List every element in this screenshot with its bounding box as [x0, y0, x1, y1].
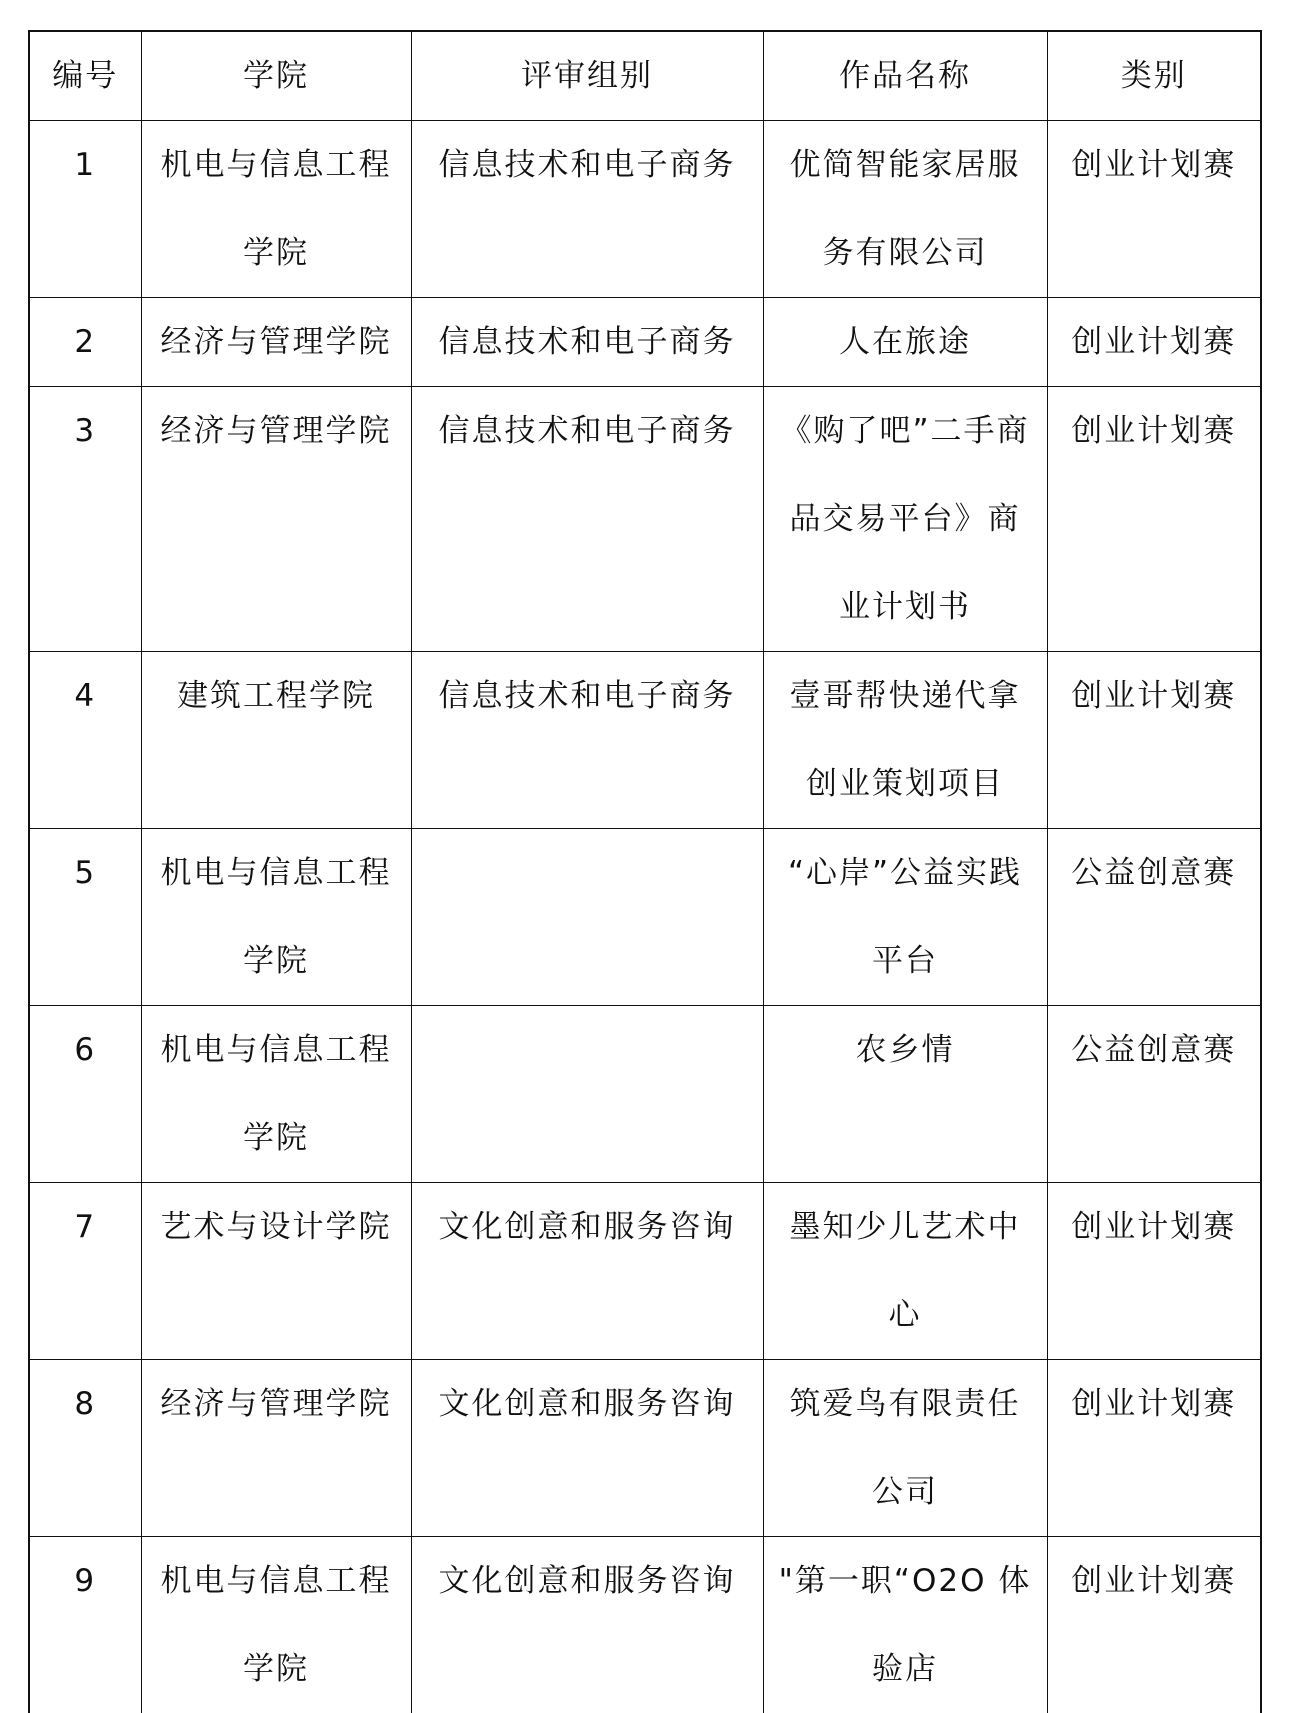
cell-category: 创业计划赛 — [1047, 652, 1261, 829]
table-row — [29, 829, 1261, 1006]
cell-category: 创业计划赛 — [1047, 387, 1261, 652]
table-row — [29, 387, 1261, 652]
table-row — [29, 1360, 1261, 1537]
cell-category: 创业计划赛 — [1047, 1183, 1261, 1360]
cell-category: 创业计划赛 — [1047, 1537, 1261, 1713]
cell-college: 机电与信息工程学院 — [141, 829, 411, 1006]
cell-num: 8 — [29, 1360, 141, 1537]
cell-num: 3 — [29, 387, 141, 652]
table-row — [29, 298, 1261, 387]
header-row — [29, 31, 1261, 121]
cell-college: 经济与管理学院 — [141, 1360, 411, 1537]
cell-work: 墨知少儿艺术中心 — [763, 1183, 1047, 1360]
cell-num: 4 — [29, 652, 141, 829]
cell-college: 经济与管理学院 — [141, 387, 411, 652]
cell-group: 信息技术和电子商务 — [411, 298, 763, 387]
cell-category: 创业计划赛 — [1047, 121, 1261, 298]
table-row — [29, 1006, 1261, 1183]
table-row — [29, 1183, 1261, 1360]
cell-college: 机电与信息工程学院 — [141, 121, 411, 298]
cell-work: 人在旅途 — [763, 298, 1047, 387]
cell-category: 公益创意赛 — [1047, 829, 1261, 1006]
header-group: 评审组别 — [411, 31, 763, 121]
cell-group: 文化创意和服务咨询 — [411, 1537, 763, 1713]
cell-group: 信息技术和电子商务 — [411, 121, 763, 298]
header-college: 学院 — [141, 31, 411, 121]
cell-category: 公益创意赛 — [1047, 1006, 1261, 1183]
table-row — [29, 1537, 1261, 1713]
cell-college: 艺术与设计学院 — [141, 1183, 411, 1360]
cell-num: 6 — [29, 1006, 141, 1183]
cell-num: 1 — [29, 121, 141, 298]
header-category: 类别 — [1047, 31, 1261, 121]
entries-table — [28, 30, 1262, 1713]
cell-num: 9 — [29, 1537, 141, 1713]
cell-group: 信息技术和电子商务 — [411, 387, 763, 652]
cell-num: 2 — [29, 298, 141, 387]
cell-work: “心岸”公益实践平台 — [763, 829, 1047, 1006]
cell-college: 机电与信息工程学院 — [141, 1537, 411, 1713]
table-body — [29, 121, 1261, 1713]
cell-group: 文化创意和服务咨询 — [411, 1360, 763, 1537]
cell-work: 《购了吧”二手商品交易平台》商业计划书 — [763, 387, 1047, 652]
cell-group: 文化创意和服务咨询 — [411, 1183, 763, 1360]
header-num: 编号 — [29, 31, 141, 121]
cell-num: 5 — [29, 829, 141, 1006]
cell-group: 信息技术和电子商务 — [411, 652, 763, 829]
header-work: 作品名称 — [763, 31, 1047, 121]
cell-group — [411, 829, 763, 1006]
cell-work: 筑爱鸟有限责任公司 — [763, 1360, 1047, 1537]
cell-group — [411, 1006, 763, 1183]
cell-category: 创业计划赛 — [1047, 298, 1261, 387]
cell-work: "第一职“O2O 体验店 — [763, 1537, 1047, 1713]
cell-work: 壹哥帮快递代拿创业策划项目 — [763, 652, 1047, 829]
cell-work: 农乡情 — [763, 1006, 1047, 1183]
table-row — [29, 652, 1261, 829]
table-row — [29, 121, 1261, 298]
cell-num: 7 — [29, 1183, 141, 1360]
cell-college: 经济与管理学院 — [141, 298, 411, 387]
cell-college: 建筑工程学院 — [141, 652, 411, 829]
table-header — [29, 31, 1261, 121]
cell-category: 创业计划赛 — [1047, 1360, 1261, 1537]
cell-college: 机电与信息工程学院 — [141, 1006, 411, 1183]
cell-work: 优简智能家居服务有限公司 — [763, 121, 1047, 298]
